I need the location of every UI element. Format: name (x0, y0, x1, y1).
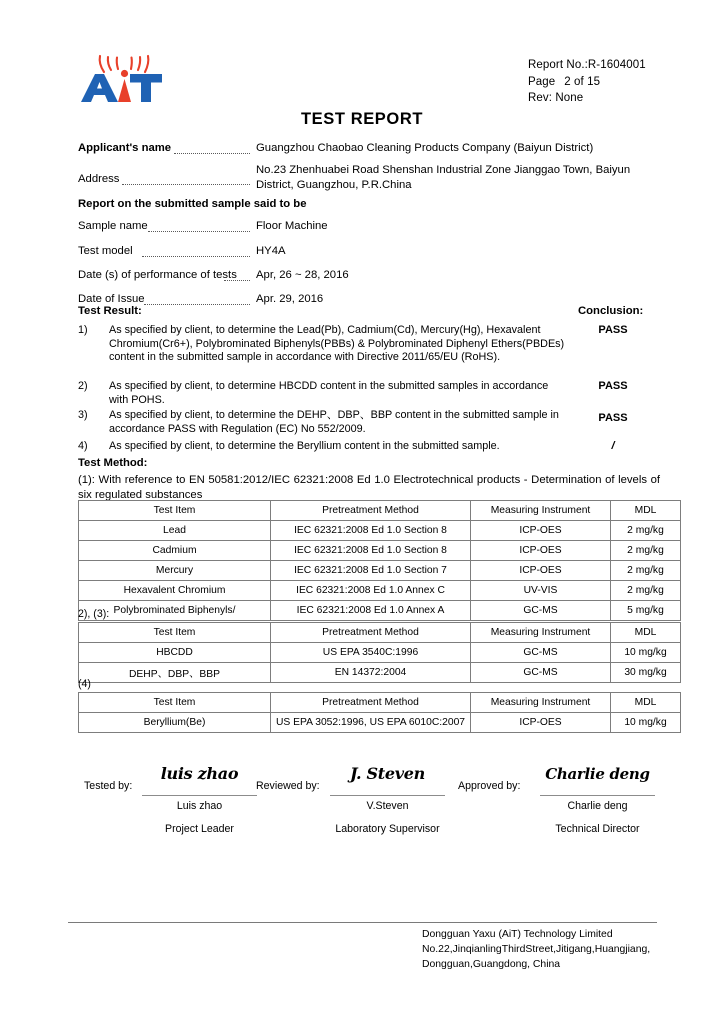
test-method-table-3 (78, 692, 681, 733)
footer-address-line-1: No.22,JinqianlingThirdStreet,Jitigang,Huangjiang, (422, 944, 651, 955)
cell-instrument: ICP-OES (471, 713, 611, 733)
test-dates-leader (224, 279, 250, 281)
approved-by-signature: Charlie deng (545, 765, 650, 783)
result-item-1-conclusion: PASS (598, 324, 628, 336)
cell-test-item: Cadmium (79, 541, 271, 561)
table-header-row (79, 501, 681, 521)
footer-address-line-2: Dongguan,Guangdong, China (422, 959, 561, 970)
result-item-4-text: As specified by client, to determine the Beryllium content in the submitted sample. (109, 440, 500, 452)
report-meta (528, 57, 646, 107)
sample-name-label: Sample name (78, 220, 148, 232)
cell-test-item: Polybrominated Biphenyls/ (79, 601, 271, 621)
column-header-mdl: MDL (611, 623, 681, 643)
result-item-3-conclusion: PASS (598, 412, 628, 424)
column-header-test-item: Test Item (79, 501, 271, 521)
column-header-pretreatment-method: Pretreatment Method (271, 501, 471, 521)
footer-address (422, 927, 650, 972)
tested-by-role: Project Leader (165, 823, 234, 835)
result-item-1 (78, 324, 568, 365)
table-header-row (79, 693, 681, 713)
table-row (79, 663, 681, 683)
cell-test-item: Lead (79, 521, 271, 541)
result-item-1-text: As specified by client, to determine the Lead(Pb), Cadmium(Cd), Mercury(Hg), Hexavalent Chromium(Cr6+), Polybrominated Biphenyls(PBBs) & Polybrominated Diphenyl Ethers(PBDEs) content in the submitted sample in accordance with Directive 2011/65/EU (RoHS). (109, 324, 565, 364)
approved-by-rule (540, 794, 655, 796)
cell-test-item: HBCDD (79, 643, 271, 663)
cell-mdl: 2 mg/kg (611, 561, 681, 581)
tested-by-name: Luis zhao (176, 800, 223, 812)
applicant-value: Guangzhou Chaobao Cleaning Products Company (Baiyun District) (256, 142, 594, 154)
cell-instrument: GC-MS (471, 663, 611, 683)
table-2-caption: 2), (3): (78, 608, 110, 620)
cell-pretreatment: IEC 62321:2008 Ed 1.0 Annex C (271, 581, 471, 601)
result-item-3-number: 3) (78, 409, 88, 421)
result-item-2-conclusion: PASS (598, 380, 628, 392)
reviewed-by-role: Laboratory Supervisor (335, 823, 440, 835)
result-item-1-number: 1) (78, 324, 88, 336)
test-model-label: Test model (78, 245, 133, 257)
column-header-pretreatment-method: Pretreatment Method (271, 623, 471, 643)
report-number-label: Report No.: (528, 59, 588, 71)
test-method-heading: Test Method: (78, 457, 148, 469)
result-item-4-conclusion: / (611, 440, 615, 452)
sample-name-leader (148, 230, 250, 232)
result-item-3-text: As specified by client, to determine the DEHP、DBP、BBP content in the submitted sample in accordance PASS with Regulation (EC) No 552/2009. (109, 409, 559, 435)
cell-mdl: 2 mg/kg (611, 541, 681, 561)
address-label: Address (78, 173, 120, 185)
applicant-leader (174, 152, 250, 154)
reviewed-by-label: Reviewed by: (256, 780, 320, 792)
table-row (79, 521, 681, 541)
table-3-caption: (4) (78, 678, 91, 690)
approved-by-name: Charlie deng (567, 800, 628, 812)
column-header-measuring-instrument: Measuring Instrument (471, 693, 611, 713)
column-header-measuring-instrument: Measuring Instrument (471, 623, 611, 643)
approved-by-role: Technical Director (555, 823, 640, 835)
table-row (79, 643, 681, 663)
result-item-2-number: 2) (78, 380, 88, 392)
test-dates-label: Date (s) of performance of tests (78, 269, 237, 281)
column-header-mdl: MDL (611, 693, 681, 713)
report-number-line (528, 57, 646, 74)
conclusion-heading: Conclusion: (578, 305, 644, 317)
cell-pretreatment: IEC 62321:2008 Ed 1.0 Section 7 (271, 561, 471, 581)
sample-section-heading: Report on the submitted sample said to be (78, 198, 307, 210)
tested-by-signature: luis zhao (160, 764, 239, 783)
footer-divider (68, 922, 657, 923)
test-result-heading: Test Result: (78, 305, 142, 317)
column-header-test-item: Test Item (79, 623, 271, 643)
cell-pretreatment: US EPA 3052:1996, US EPA 6010C:2007 (271, 713, 471, 733)
cell-instrument: GC-MS (471, 601, 611, 621)
issue-date-value: Apr. 29, 2016 (256, 293, 324, 305)
page-title: TEST REPORT (300, 110, 424, 128)
cell-mdl: 10 mg/kg (611, 643, 681, 663)
table-row (79, 601, 681, 621)
table-header-row (79, 623, 681, 643)
cell-instrument: UV-VIS (471, 581, 611, 601)
report-number-value: R-1604001 (587, 59, 646, 71)
result-item-2-text: As specified by client, to determine HBCDD content in the submitted samples in accordance with POHS. (109, 380, 549, 406)
cell-test-item: Hexavalent Chromium (79, 581, 271, 601)
cell-mdl: 5 mg/kg (611, 601, 681, 621)
cell-test-item: DEHP、DBP、BBP (79, 663, 271, 683)
page-value: 2 of 15 (564, 75, 601, 88)
test-method-table-1 (78, 500, 681, 621)
test-model-value: HY4A (256, 245, 286, 257)
revision-line: Rev: None (528, 92, 584, 104)
table-row (79, 561, 681, 581)
test-dates-value: Apr, 26 ~ 28, 2016 (256, 269, 349, 281)
column-header-test-item: Test Item (79, 693, 271, 713)
ait-logo-icon (78, 52, 164, 108)
cell-mdl: 2 mg/kg (611, 581, 681, 601)
column-header-measuring-instrument: Measuring Instrument (471, 501, 611, 521)
tested-by-label: Tested by: (84, 780, 133, 792)
cell-instrument: ICP-OES (471, 521, 611, 541)
address-leader (122, 183, 250, 185)
table-row (79, 541, 681, 561)
sample-name-value: Floor Machine (256, 220, 328, 232)
cell-test-item: Mercury (79, 561, 271, 581)
result-item-2 (78, 380, 568, 407)
reviewed-by-rule (330, 794, 445, 796)
test-method-reference-1: (1): With reference to EN 50581:2012/IEC 62321:2008 Ed 1.0 Electrotechnical products - Determination of levels of six regulated substances (78, 474, 660, 501)
cell-pretreatment: IEC 62321:2008 Ed 1.0 Section 8 (271, 541, 471, 561)
test-model-leader (142, 255, 250, 257)
cell-pretreatment: IEC 62321:2008 Ed 1.0 Section 8 (271, 521, 471, 541)
issue-date-leader (144, 303, 250, 305)
table-row (79, 713, 681, 733)
cell-mdl: 30 mg/kg (611, 663, 681, 683)
reviewed-by-signature: J. Steven (349, 764, 425, 783)
column-header-pretreatment-method: Pretreatment Method (271, 693, 471, 713)
cell-pretreatment: EN 14372:2004 (271, 663, 471, 683)
page-label: Page (528, 75, 556, 88)
cell-mdl: 10 mg/kg (611, 713, 681, 733)
cell-instrument: ICP-OES (471, 561, 611, 581)
cell-instrument: GC-MS (471, 643, 611, 663)
cell-mdl: 2 mg/kg (611, 521, 681, 541)
issue-date-label: Date of Issue (78, 293, 145, 305)
cell-instrument: ICP-OES (471, 541, 611, 561)
result-item-4-number: 4) (78, 440, 88, 452)
tested-by-rule (142, 794, 257, 796)
applicant-label: Applicant's name (78, 142, 172, 154)
reviewed-by-name: V.Steven (366, 800, 409, 812)
table-row (79, 581, 681, 601)
cell-pretreatment: US EPA 3540C:1996 (271, 643, 471, 663)
test-method-table-2 (78, 622, 681, 683)
footer-company-name: Dongguan Yaxu (AiT) Technology Limited (422, 929, 613, 940)
cell-test-item: Beryllium(Be) (79, 713, 271, 733)
page-number-line (528, 74, 646, 91)
column-header-mdl: MDL (611, 501, 681, 521)
approved-by-label: Approved by: (458, 780, 521, 792)
cell-pretreatment: IEC 62321:2008 Ed 1.0 Annex A (271, 601, 471, 621)
result-item-3 (78, 409, 568, 436)
address-value: No.23 Zhenhuabei Road Shenshan Industrial Zone Jianggao Town, Baiyun District, Guangzhou, P.R.China (256, 164, 631, 191)
result-item-4 (78, 440, 568, 454)
